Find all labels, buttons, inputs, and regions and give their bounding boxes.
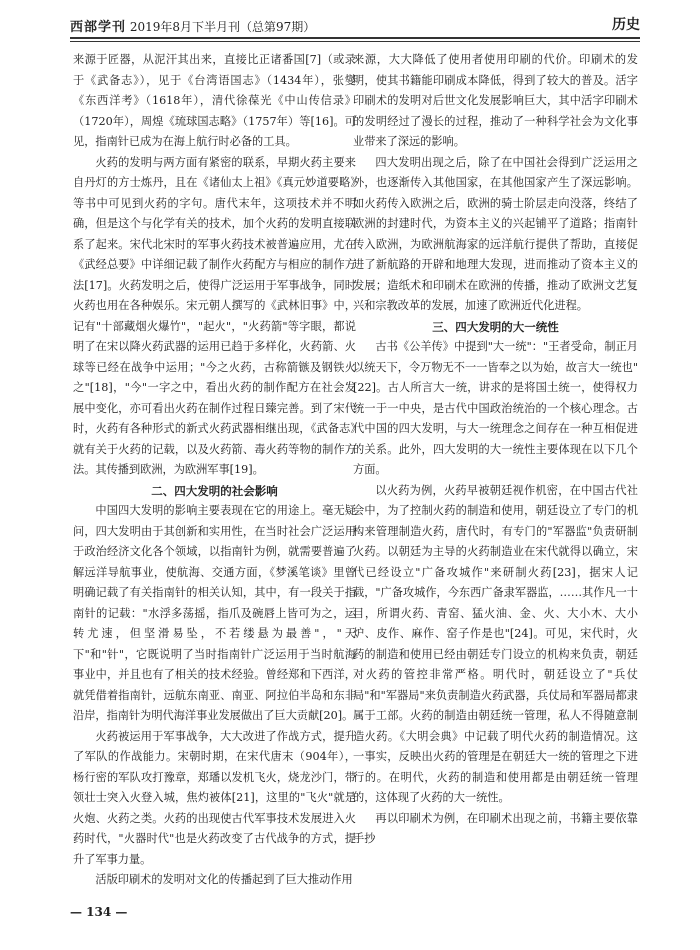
paragraph: 火药的发明与两方面有紧密的联系，早期火药主要来自丹灯的方士炼丹，且在《诸仙太上祖》《真元妙道要略》等书中可见到火药的字句。唐代末年，这项技术并不明确，但是这个与化学有关的技术，加个火药的发明直接联系了起来。宋代北宋时的军事火药技术被普遍应用，尤在《武经总要》中详细记载了制作火药配方与相应的制作方法[17]。火药发明之后，使得广泛运用于军事战争，同时火药也用在各种娱乐。宋元朝人撰写的《武林旧事》中，记有"十部藏烟火爆竹"，"起火"，"火药箭"等字眼，都说明了在宋以降火药武器的运用已趋于多样化，火药箭、火球等已经在战争中运用；"今之火药，古称箭镞及钢铁火之"[18]，"今"一字之中，看出火药的制作配方在社会发展中变化，亦可看出火药在制作过程日臻完善。到了宋代时，火药有各种形式的新式火药武器相继出现，《武备志》就有关于火药的记载，以及火药箭、毒火药等物的制作方法。其传播到欧洲，为欧洲军事[19]。: [73, 155, 356, 476]
paragraph: 再以印刷术为例，在印刷术出现之前，书籍主要依靠手抄: [353, 811, 638, 845]
paragraph: 火药被运用于军事战争，大大改进了作战方式，提升了军队的作战能力。宋朝时期，在宋代唐末（904年），杨行密的军队攻打豫章，郑璠以发机飞火，烧龙沙门，带领壮士突入火登入城，焦灼被体[21]，这里的"飞火"就是火炮、火药之类。火药的出现使古代军事技术发展进入火药时代，"火器时代"也是火药改变了古代战争的方式，提升了军事力量。: [73, 729, 356, 866]
journal-name: 西部学刊: [70, 20, 127, 35]
paragraph: 古书《公羊传》中提到"大一统"："王者受命，制正月以统天下，令万物无不一一皆奉之以为始，故言大一统也"[22]。古人所言大一统，讲求的是将国土统一，使得权力统一于一中央，是古代中国政治统治的一个核心理念。古代中国的四大发明，与大一统理念之间存在一种互相促进的关系。此外，四大发明的大一统性主要体现在以下几个方面。: [353, 340, 638, 476]
header-rule-thin: [70, 41, 640, 42]
paragraph: 来源，大大降低了使用者使用印刷的代价。印刷术的发明，使其书籍能印刷成本降低，得到了较大的普及。活字印刷术的发明对后世文化发展影响巨大，其中活字印刷术的发明经过了漫长的过程，推动了一种科学社会为文化事业带来了深远的影响。: [353, 53, 638, 148]
section-heading: 三、四大发明的大一统性: [432, 319, 559, 334]
left-column: [73, 50, 356, 910]
paragraph: 四大发明出现之后，除了在中国社会得到广泛运用之外，也逐渐传入其他国家，在其他国家产生了深远影响。如火药传入欧洲之后，欧洲的骑士阶层走向没落，终结了欧洲的封建时代，为资本主义的兴起铺平了道路；指南针传入欧洲，为欧洲航海家的远洋航行提供了帮助，直接促进了新航路的开辟和地理大发现，进而推动了资本主义的发展；造纸术和印刷术在欧洲的传播，推动了欧洲文艺复兴和宗教改革的发展，加速了欧洲近代化进程。: [353, 155, 638, 312]
right-column: [353, 50, 638, 910]
section-heading: 二、四大发明的社会影响: [151, 483, 278, 498]
header-rule: [70, 37, 640, 39]
section-label: 历史: [612, 17, 640, 33]
paragraph: 中国四大发明的影响主要表现在它的用途上。毫无疑问，四大发明由于其创新和实用性，在当时社会广泛运用于政治经济文化各个领域，以指南针为例，就需要普遍了解远洋导航事业，使航海、交通方面，《梦溪笔谈》里曾明确记载了有关指南针的相关认知，其中，有一段关于指南针的记载："水浮多荡摇，指爪及碗唇上皆可为之，运转尤速，但坚滑易坠，不若缕悬为最善"，"天下"和"针"，它既说明了当时指南针广泛运用于当时航海事业中，并且也有了相关的技术经验。曾经郑和下西洋，就凭借着指南针，远航东南亚、南亚、阿拉伯半岛和东非沿岸，指南针为明代海洋事业发展做出了巨大贡献[20]。: [73, 504, 356, 722]
journal-issue: 2019年8月下半月刊（总第97期）: [129, 20, 316, 34]
paragraph: 来源于匠器，从泥汗其出来，直接比正诸番国[7]（或录于《武备志》），见于《台湾语国志》（1434年），张燮《东西洋考》（1618年），清代徐葆光《中山传信录》（1720年），周煌《琉球国志略》（1757年）等[16]。可见，指南针已成为在海上航行时必备的工具。: [73, 53, 356, 148]
journal-info: [70, 16, 315, 35]
page-header: [70, 14, 640, 36]
paragraph: 以火药为例，火药早被朝廷视作机密，在中国古代社会中，为了控制火药的制造和使用，朝廷设立了专门的机构来管理制造火药，唐代时，有专门的"军器监"负责研制火药。以朝廷为主导的火药制造业在宋代就得以确立，宋代已经设立"广备攻城作"来研制火药[23]，据宋人记载，"广备攻城作，今东西广备隶军器监，……其作凡一十目，所谓火药、青窑、猛火油、金、火、大小木、大小炉、皮作、麻作、窑子作是也"[24]。可见，宋代时，火药的制造和使用已经由朝廷专门设立的机构来负责，朝廷对火药的管控非常严格。明代时，朝廷设立了"兵仗局"和"军器局"来负责制造火药武器，兵仗局和军器局都隶属于工部。火药的制造由朝廷统一管理，私人不得随意制造火药。《大明会典》中记载了明代火药的制造情况。这一事实，反映出火药的管理是在朝廷大一统的管理之下进行的。在明代，火药的制造和使用都是由朝廷统一管理的，这体现了火药的大一统性。: [353, 483, 638, 804]
page-number: — 134 —: [70, 905, 128, 919]
paragraph: 活版印刷术的发明对文化的传播起到了巨大推动作用: [95, 873, 353, 886]
